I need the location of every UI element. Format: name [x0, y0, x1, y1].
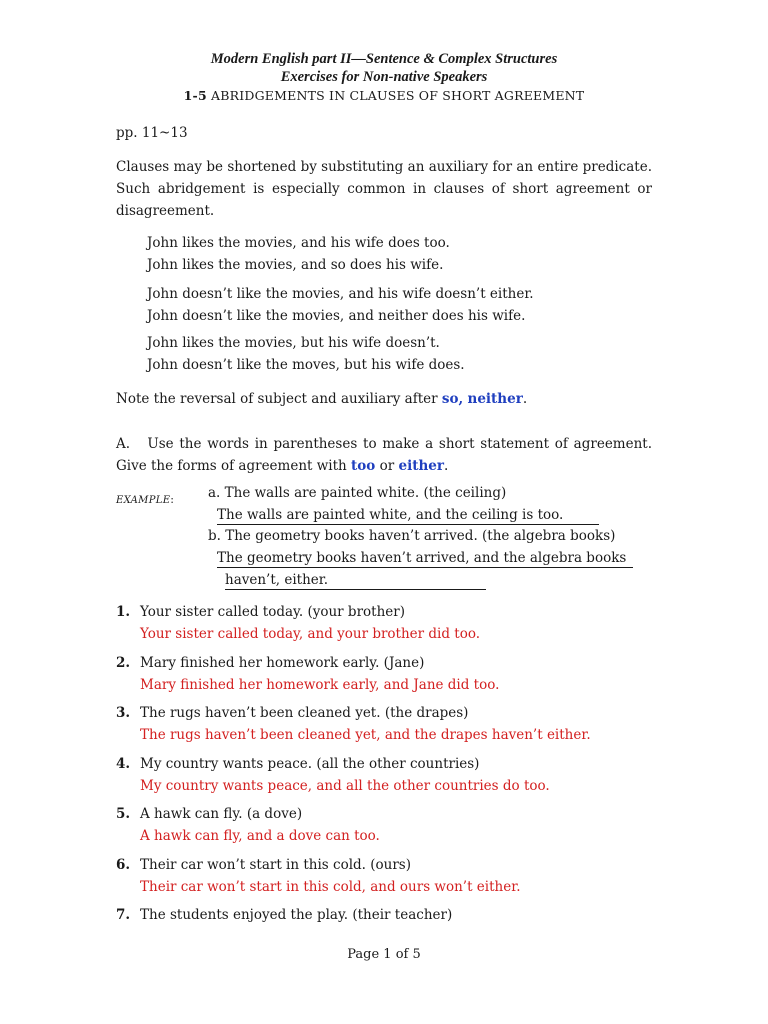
note-period: . [522, 391, 528, 407]
example-b-answer-line-1: The geometry books haven’t arrived, and the algebra books [217, 550, 633, 568]
intro-line-1: Clauses may be shortened by substituting an auxiliary for an entire predicate. [116, 159, 652, 175]
example-label [116, 488, 174, 507]
example-sentence: John likes the movies, and so does his wife. [147, 257, 444, 273]
example-sentence: John likes the movies, but his wife doesn’t. [147, 335, 440, 351]
section-a-line-2-text: Give the forms of agreement with [116, 458, 347, 474]
title-line-1: Modern English part II—Sentence & Complex Structures [210, 51, 558, 67]
exercise-prompt: Your sister called today. (your brother) [140, 604, 405, 620]
example-a-prompt: a. The walls are painted white. (the ceiling) [208, 485, 507, 501]
exercise-number: 4. [116, 756, 131, 772]
example-label-text: EXAMPLE [116, 495, 171, 506]
exercise-answer: The rugs haven’t been cleaned yet, and the drapes haven’t either. [140, 727, 591, 743]
section-a-line-2 [116, 455, 652, 477]
section-number: 1-5 [183, 88, 207, 103]
exercise-answer: Your sister called today, and your brother did too. [140, 626, 481, 642]
exercise-prompt: A hawk can fly. (a dove) [140, 806, 303, 822]
exercise-number: 6. [116, 857, 131, 873]
example-b-answer-line-2: haven’t, either. [225, 572, 486, 590]
intro-line-3: disagreement. [116, 203, 215, 219]
example-a-answer: The walls are painted white, and the ceiling is too. [217, 507, 599, 525]
keyword-neither: neither [467, 391, 523, 407]
exercise-number: 5. [116, 806, 131, 822]
exercise-number: 2. [116, 655, 131, 671]
page-number: Page 1 of 5 [347, 947, 421, 962]
example-sentence: John doesn’t like the movies, and his wife doesn’t either. [147, 286, 534, 302]
example-sentence: John likes the movies, and his wife does too. [147, 235, 450, 251]
intro-line-2: Such abridgement is especially common in clauses of short agreement or [116, 181, 652, 197]
note-text: Note the reversal of subject and auxiliary after [116, 391, 438, 407]
title-line-2: Exercises for Non-native Speakers [280, 69, 488, 85]
keyword-too: too [351, 458, 376, 474]
exercise-number: 3. [116, 705, 131, 721]
section-title: ABRIDGEMENTS IN CLAUSES OF SHORT AGREEMENT [211, 88, 585, 103]
section-heading [0, 88, 768, 103]
example-sentence: John doesn’t like the moves, but his wife does. [147, 357, 465, 373]
exercise-number: 7. [116, 907, 131, 923]
exercise-prompt: My country wants peace. (all the other countries) [140, 756, 480, 772]
section-a-or: or [379, 458, 395, 474]
example-label-colon: : [170, 493, 175, 506]
example-sentence: John doesn’t like the movies, and neither does his wife. [147, 308, 526, 324]
exercise-prompt: Their car won’t start in this cold. (ours) [140, 857, 411, 873]
section-a-instructions [116, 433, 652, 477]
exercise-answer: A hawk can fly, and a dove can too. [140, 828, 380, 844]
note-line [116, 391, 527, 407]
exercise-answer: My country wants peace, and all the other countries do too. [140, 778, 550, 794]
pages-reference: pp. 11~13 [116, 125, 188, 141]
exercise-number: 1. [116, 604, 131, 620]
section-a-line-1 [116, 433, 652, 455]
example-b-prompt: b. The geometry books haven’t arrived. (the algebra books) [208, 528, 616, 544]
section-a-text: Use the words in parentheses to make a short statement of agreement. [147, 436, 653, 452]
note-comma: , [458, 391, 464, 407]
exercise-answer: Their car won’t start in this cold, and ours won’t either. [140, 879, 521, 895]
exercise-prompt: The students enjoyed the play. (their teacher) [140, 907, 453, 923]
intro-paragraph [116, 156, 652, 222]
section-a-end: . [443, 458, 449, 474]
exercise-answer: Mary finished her homework early, and Jane did too. [140, 677, 500, 693]
exercise-prompt: Mary finished her homework early. (Jane) [140, 655, 425, 671]
keyword-so: so [441, 391, 459, 407]
section-a-label: A. [116, 436, 131, 452]
exercise-prompt: The rugs haven’t been cleaned yet. (the drapes) [140, 705, 469, 721]
keyword-either: either [398, 458, 444, 474]
